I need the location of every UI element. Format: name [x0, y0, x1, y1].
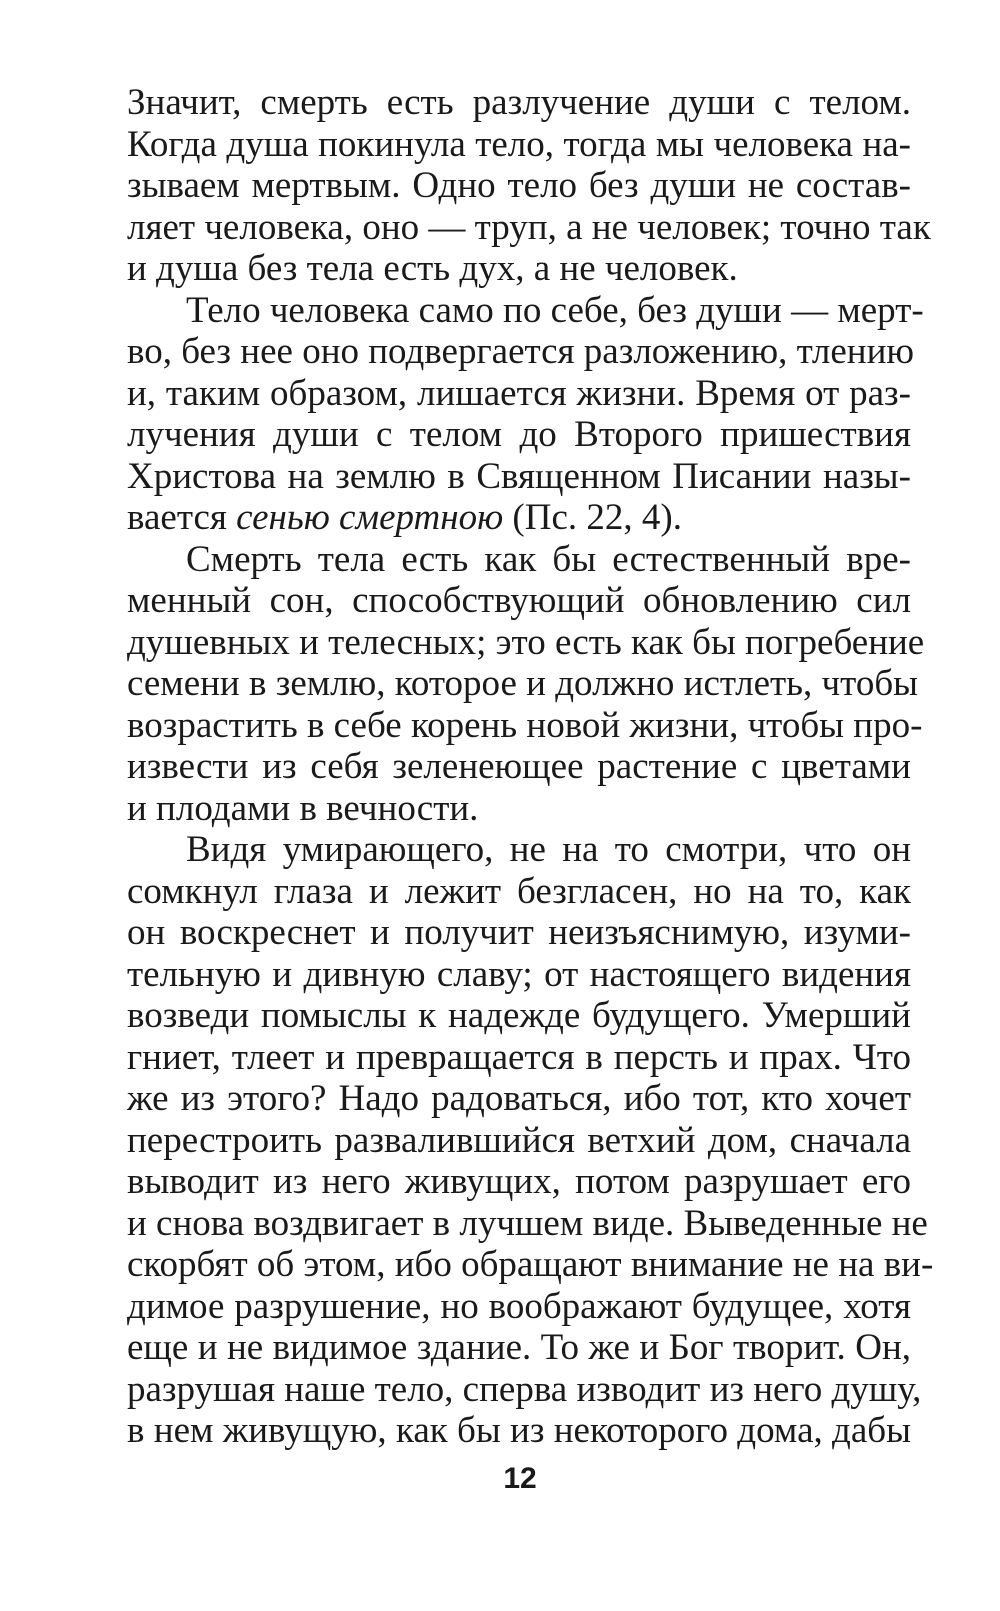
- text-line: возрастить в себе корень новой жизни, чтобы про-: [127, 704, 923, 746]
- text-line: выводит из него живущих, потом разрушает его: [127, 1161, 911, 1202]
- text-line: возведи помыслы к надежде будущего. Умерший: [127, 995, 911, 1036]
- text-line: [127, 497, 911, 539]
- body-text: [127, 82, 934, 1452]
- text-line: скорбят об этом, ибо обращают внимание не на ви-: [127, 1244, 934, 1285]
- text-line: тельную и дивную славу; от настоящего видения: [127, 953, 911, 995]
- text-line: во, без нее оно подвергается разложению, тлению: [127, 331, 915, 372]
- text-line: извести из себя зеленеющее растение с цветами: [127, 746, 911, 787]
- text-line: ляет человека, оно — труп, а не человек; точно так: [127, 206, 931, 248]
- text-line: и душа без тела есть дух, а не человек.: [127, 248, 738, 289]
- text-line: семени в землю, которое и должно истлеть, чтобы: [127, 663, 919, 704]
- text-line: разрушая наше тело, сперва изводит из него душу,: [127, 1368, 922, 1410]
- text-line: он воскреснет и получит неизъяснимую, изуми-: [127, 912, 911, 953]
- text-line: перестроить развалившийся ветхий дом, сначала: [127, 1119, 911, 1161]
- page-number: 12: [503, 1462, 537, 1495]
- text-line: еще и не видимое здание. То же и Бог творит. Он,: [127, 1327, 911, 1368]
- italic-quote: сенью смертною: [236, 497, 504, 538]
- text-line: и, таким образом, лишается жизни. Время от раз-: [127, 372, 911, 414]
- text-line: душевных и телесных; это есть как бы погребение: [127, 621, 925, 663]
- text-line: димое разрушение, но воображают будущее, хотя: [127, 1285, 911, 1327]
- text-line: Видя умирающего, не на то смотри, что он: [186, 829, 911, 870]
- text-line: менный сон, способствующий обновлению сил: [127, 580, 911, 621]
- text-line: в нем живущую, как бы из некоторого дома, дабы: [127, 1410, 911, 1451]
- text-line: лучения души с телом до Второго пришествия: [127, 414, 911, 455]
- text-line: и плодами в вечности.: [127, 787, 479, 829]
- text-line: и снова воздвигает в лучшем виде. Выведенные не: [127, 1202, 928, 1244]
- text-line: гниет, тлеет и превращается в персть и прах. Что: [127, 1036, 911, 1078]
- text-run: вается: [127, 497, 237, 538]
- text-line: Христова на землю в Священном Писании назы-: [127, 455, 911, 497]
- text-line: сомкнул глаза и лежит безгласен, но на то, как: [127, 870, 911, 912]
- text-line: Когда душа покинула тело, тогда мы человека на-: [127, 123, 911, 165]
- text-line: Смерть тела есть как бы естественный вре-: [186, 538, 911, 580]
- text-run: (Пс. 22, 4).: [503, 497, 682, 538]
- text-line: Тело человека само по себе, без души — мерт-: [186, 289, 924, 331]
- text-line: Значит, смерть есть разлучение души с телом.: [127, 82, 911, 123]
- text-line: зываем мертвым. Одно тело без души не состав-: [127, 165, 911, 206]
- text-line: же из этого? Надо радоваться, ибо тот, кто хочет: [127, 1078, 911, 1119]
